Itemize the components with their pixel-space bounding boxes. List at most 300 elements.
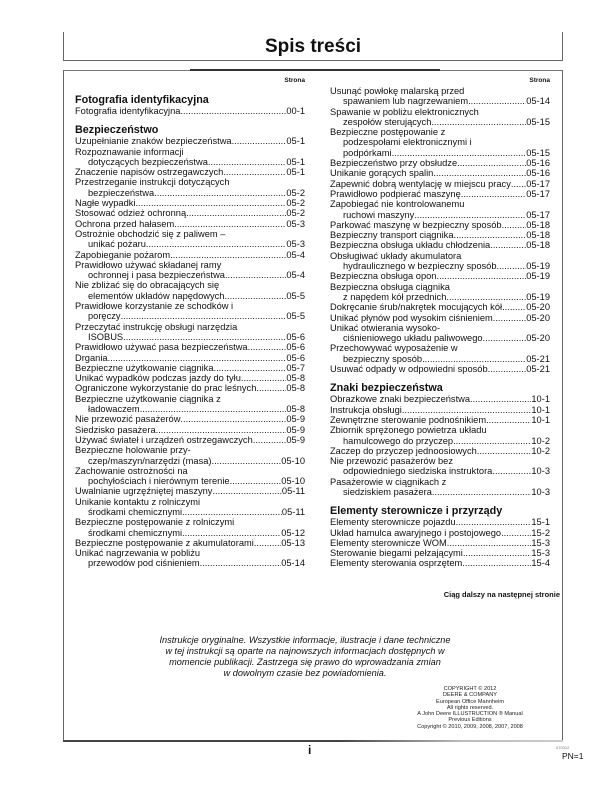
toc-entry[interactable] [330, 240, 550, 250]
toc-entry-page: 05-15 [526, 116, 550, 127]
disclaimer-line: w dowolnym czasie bez powiadomienia. [223, 668, 387, 678]
toc-entry-line [330, 282, 550, 292]
dot-leader [140, 404, 287, 414]
toc-entry[interactable] [75, 322, 305, 343]
toc-entry-line [330, 456, 550, 466]
toc-entry-line [75, 270, 305, 280]
toc-entry-text: podpórkami [343, 147, 392, 158]
dot-leader [402, 405, 532, 415]
toc-entry-page: 05-19 [526, 291, 550, 302]
disclaimer-line: w tej instrukcji są oparte na najnowszych informacjach dostępnych w [165, 646, 445, 656]
toc-entry-line [330, 333, 550, 343]
toc-entry-text: Unikać nagrzewania w pobliżu [75, 548, 201, 559]
toc-entry[interactable] [330, 558, 550, 568]
toc-entry-text: dotyczących bezpieczeństwa [88, 156, 208, 167]
toc-entry-page: 05-20 [526, 312, 550, 323]
toc-entry-line [75, 342, 305, 352]
toc-entry[interactable] [330, 199, 550, 220]
dot-leader [456, 517, 532, 527]
toc-entry-line [330, 199, 550, 209]
dot-leader [180, 106, 286, 116]
toc-entry-page: 05-5 [286, 311, 305, 322]
toc-entry-line [330, 405, 550, 415]
toc-entry[interactable] [330, 548, 550, 558]
toc-entry-text: ISOBUS [88, 331, 124, 342]
toc-entry[interactable] [330, 517, 550, 527]
toc-entry-text: Instrukcja obsługi [330, 404, 402, 415]
toc-entry[interactable] [75, 435, 305, 445]
toc-entry-text: Bezpieczne postępowanie z akumulatorami [75, 537, 254, 548]
dot-leader [502, 302, 526, 312]
toc-entry-text: Pasażerowie w ciągnikach z [330, 476, 447, 487]
toc-entry-text: Elementy sterownicze WOM [330, 537, 447, 548]
toc-entry-text: Zbiornik sprężonego powietrza układu [330, 425, 487, 436]
toc-entry-line [75, 394, 305, 404]
toc-entry-text: Przestrzeganie instrukcji dotyczących [75, 177, 230, 188]
toc-entry-line [75, 558, 305, 568]
toc-entry[interactable] [330, 313, 550, 323]
toc-entry-page: 05-7 [286, 362, 305, 373]
toc-entry[interactable] [330, 394, 550, 404]
toc-entry-text: Bezpieczeństwo przy obsłudze [330, 158, 458, 169]
toc-entry-line [75, 136, 305, 146]
toc-entry-line [75, 177, 305, 187]
toc-entry-text: Prawidłowo używać pasa bezpieczeństwa [75, 342, 248, 353]
toc-entry-page: 05-2 [286, 198, 305, 209]
toc-entry[interactable] [75, 229, 305, 250]
toc-entry-text: ruchowi maszyny [343, 209, 415, 220]
toc-entry[interactable] [75, 177, 305, 198]
toc-entry-page: 05-6 [286, 342, 305, 353]
toc-entry-text: Rozpoznawanie informacji [75, 146, 184, 157]
dot-leader [488, 364, 527, 374]
dot-leader [154, 188, 286, 198]
toc-entry-text: Sterowanie biegami pełzającymi [330, 548, 463, 559]
toc-entry-text: Prawidłowe korzystanie ze schodków i [75, 301, 234, 312]
toc-entry-text: ochronnej i pasa bezpieczeństwa [88, 270, 225, 281]
toc-entry[interactable] [75, 445, 305, 466]
toc-entry-text: z napędem kół przednich [343, 291, 447, 302]
toc-entry-page: 05-19 [526, 271, 550, 282]
toc-entry[interactable] [75, 198, 305, 208]
toc-entry-line [330, 302, 550, 312]
dot-leader [436, 271, 526, 281]
toc-entry[interactable] [330, 230, 550, 240]
toc-entry-page: 05-17 [526, 209, 550, 220]
toc-entry-line [75, 167, 305, 177]
dot-leader [432, 487, 532, 497]
toc-entry[interactable] [75, 383, 305, 393]
toc-entry[interactable] [330, 425, 550, 446]
toc-entry[interactable] [330, 158, 550, 168]
toc-entry-line [330, 436, 550, 446]
toc-entry[interactable] [330, 189, 550, 199]
toc-entry-page: 05-11 [281, 506, 305, 517]
toc-entry-text: przewodów pod ciśnieniem [88, 558, 200, 569]
toc-entry-line [330, 292, 550, 302]
dot-leader [486, 415, 531, 425]
toc-entry-line [330, 148, 550, 158]
toc-entry-line [75, 466, 305, 476]
toc-entry-page: 05-2 [286, 208, 305, 219]
toc-entry[interactable] [75, 363, 305, 373]
toc-entry-line [75, 507, 305, 517]
dot-leader [433, 168, 526, 178]
toc-entry[interactable] [75, 280, 305, 301]
toc-entry[interactable] [75, 208, 305, 218]
copyright-line: Copyright © 2010, 2009, 2008, 2007, 2008 [417, 723, 523, 730]
dot-leader [225, 270, 286, 280]
toc-entry-text: Usuwać odpady w odpowiedni sposób [330, 364, 488, 375]
toc-entry-text: Bezpieczny transport ciągnika [330, 230, 454, 241]
toc-entry-page: 05-17 [526, 188, 550, 199]
left-column [75, 76, 305, 569]
toc-entry-page: 10-3 [531, 486, 550, 497]
toc-entry-line [330, 415, 550, 425]
toc-entry[interactable] [75, 538, 305, 548]
toc-entry[interactable] [330, 528, 550, 538]
toc-entry-page: 05-4 [286, 249, 305, 260]
toc-entry[interactable] [75, 260, 305, 281]
copyright-line: COPYRIGHT © 2012 [443, 686, 497, 692]
dot-leader [214, 363, 287, 373]
dot-leader [182, 528, 281, 538]
toc-entry-text: Zewnętrzne sterowanie podnośnikiem [330, 414, 487, 425]
toc-entry-page: 05-9 [286, 434, 305, 445]
page-column-label: Strona [284, 77, 305, 84]
dot-leader [468, 96, 526, 106]
toc-entry[interactable] [75, 414, 305, 424]
toc-entry-line [75, 383, 305, 393]
toc-entry-line [75, 476, 305, 486]
toc-entry[interactable] [330, 179, 550, 189]
toc-entry-text: Dokręcanie śrub/nakrętek mocujących kół [330, 302, 503, 313]
dot-leader [174, 219, 286, 229]
toc-entry-line [75, 311, 305, 321]
toc-entry-line [330, 364, 550, 374]
copyright-line: Previous Editions [448, 717, 492, 724]
toc-entry-line [75, 280, 305, 290]
toc-entry-text: Nagłe wypadki [75, 198, 136, 209]
toc-entry-line [330, 528, 550, 538]
toc-entry[interactable] [75, 497, 305, 518]
toc-entry-text: Elementy sterowania osprzętem [330, 558, 463, 569]
toc-entry-line [75, 517, 305, 527]
toc-entry[interactable] [75, 301, 305, 322]
toc-entry-line [330, 466, 550, 476]
dot-leader [497, 261, 527, 271]
page-title: Spis treści [264, 36, 362, 57]
toc-entry[interactable] [75, 548, 305, 569]
toc-entry-line [330, 271, 550, 281]
toc-entry[interactable] [330, 86, 550, 107]
toc-entry-text: Zapewnić dobrą wentylację w miejscu pracy [330, 178, 511, 189]
toc-section [75, 94, 305, 116]
toc-entry-text: Unikać płynów pod wysokim ciśnieniem [330, 312, 493, 323]
toc-entry-line [75, 548, 305, 558]
toc-entry-line [75, 239, 305, 249]
toc-entry-line [75, 528, 305, 538]
dot-leader [501, 528, 531, 538]
toc-entry[interactable] [75, 394, 305, 415]
dot-leader [490, 240, 526, 250]
toc-entry[interactable] [330, 107, 550, 128]
section-heading: Fotografia identyfikacyjna [75, 94, 209, 106]
toc-entry[interactable] [75, 106, 305, 116]
toc-entry-page: 15-1 [531, 517, 550, 528]
toc-section [330, 382, 550, 497]
toc-entry-text: ładowaczem [88, 404, 140, 415]
toc-entry[interactable] [75, 147, 305, 168]
toc-entry-page: 05-18 [526, 219, 550, 230]
toc-entry-page: 05-14 [281, 558, 305, 569]
toc-entry-text: Bezpieczna obsługa układu chłodzenia [330, 240, 491, 251]
dot-leader [256, 383, 286, 393]
toc-entry-line [330, 425, 550, 435]
toc-entry-page: 10-1 [531, 394, 550, 405]
toc-entry-page: 15-3 [531, 548, 550, 559]
toc-entry-line [75, 219, 305, 229]
toc-entry-page: 05-12 [281, 527, 305, 538]
toc-entry-page: 05-16 [526, 168, 550, 179]
toc-entry-line [330, 230, 550, 240]
dot-leader [170, 250, 286, 260]
toc-entry-page: 05-10 [281, 455, 305, 466]
toc-entry-line [75, 147, 305, 157]
toc-entry-text: Usunąć powłokę malarską przed [330, 86, 465, 96]
toc-entry-page: 05-21 [526, 364, 550, 375]
toc-entry-page: 05-16 [526, 158, 550, 169]
footer-divider [63, 740, 563, 742]
toc-entry-page: 05-6 [286, 352, 305, 363]
toc-entry-page: 05-3 [286, 218, 305, 229]
toc-entry-text: siedziskiem pasażera [343, 486, 432, 497]
section-heading: Elementy sterownicze i przyrządy [330, 505, 503, 518]
toc-entry-text: Zapobiegać nie kontrolowanemu [330, 199, 465, 210]
toc-entry-page: 05-3 [286, 239, 305, 250]
toc-entry-line [330, 127, 550, 137]
toc-entry-text: Spawanie w pobliżu elektronicznych [330, 106, 479, 117]
toc-entry-text: hydraulicznego w bezpieczny sposób [343, 261, 497, 272]
toc-entry-page: 15-4 [531, 558, 550, 569]
toc-entry[interactable] [75, 486, 305, 496]
toc-entry-text: Bezpieczne użytkowanie ciągnika z [75, 393, 221, 404]
dot-leader [135, 198, 286, 208]
dot-leader [248, 342, 287, 352]
toc-entry-page: 05-19 [526, 261, 550, 272]
toc-section [330, 86, 550, 374]
toc-entry-line [330, 220, 550, 230]
dot-leader [200, 558, 282, 568]
divider [190, 69, 440, 71]
pn-label: PN=1 [562, 751, 584, 761]
toc-entry-page: 05-9 [286, 424, 305, 435]
toc-entry[interactable] [330, 251, 550, 272]
toc-entry-line [330, 251, 550, 261]
toc-entry-text: Uzupełnianie znaków bezpieczeństwa [75, 136, 232, 147]
toc-entry-text: czep/maszyn/narzędzi (masa) [88, 455, 212, 466]
toc-entry-line [75, 497, 305, 507]
dot-leader [253, 435, 287, 445]
toc-entry-line [330, 117, 550, 127]
copyright-block [380, 686, 560, 730]
toc-entry-line [75, 486, 305, 496]
toc-entry[interactable] [75, 425, 305, 435]
dot-leader [224, 291, 286, 301]
toc-entry-page: 00-1 [286, 106, 305, 116]
toc-entry-text: Fotografia identyfikacyjna [75, 106, 181, 116]
toc-entry-line [75, 435, 305, 445]
dot-leader [223, 167, 286, 177]
toc-entry-line [330, 477, 550, 487]
toc-entry-text: pochyłościach i nierównym terenie [88, 476, 230, 487]
toc-entry-page: 05-5 [286, 290, 305, 301]
toc-entry-line [75, 373, 305, 383]
toc-entry-line [75, 198, 305, 208]
toc-entry-text: Ochrona przed hałasem [75, 218, 175, 229]
dot-leader [123, 332, 286, 342]
page-number: i [308, 743, 312, 757]
dot-leader [146, 239, 287, 249]
dot-leader [502, 220, 527, 230]
toc-entry[interactable] [330, 323, 550, 344]
toc-entry[interactable] [75, 373, 305, 383]
toc-entry-text: Nie przewozić pasażerów [75, 414, 181, 425]
toc-entry-page: 05-1 [286, 156, 305, 167]
toc-entry[interactable] [75, 219, 305, 229]
dot-leader [212, 486, 281, 496]
copyright-line: DEERE & COMPANY [443, 692, 497, 699]
doc-code: 070312 [556, 745, 570, 750]
toc-entry-line [75, 456, 305, 466]
toc-entry-line [330, 538, 550, 548]
dot-leader [463, 548, 532, 558]
toc-entry[interactable] [330, 446, 550, 456]
toc-entry[interactable] [75, 136, 305, 146]
toc-entry-text: Bezpieczne postępowanie z [330, 127, 446, 138]
dot-leader [121, 311, 287, 321]
dot-leader [422, 354, 526, 364]
toc-entry-line [330, 107, 550, 117]
toc-entry-page: 05-1 [286, 136, 305, 147]
toc-entry[interactable] [330, 364, 550, 374]
toc-entry-text: Siedzisko pasażera [75, 424, 156, 435]
copyright-line: A John Deere ILLUSTRUCTION ® Manual [417, 711, 523, 718]
toc-entry-page: 10-1 [531, 404, 550, 415]
toc-entry[interactable] [330, 220, 550, 230]
toc-entry-text: Prawidłowo podpierać maszynę [330, 188, 461, 199]
toc-entry-text: Unikanie kontaktu z rolniczymi [75, 496, 201, 507]
toc-entry-text: Nie zbliżać się do obracających się [75, 280, 220, 291]
toc-entry-line [330, 323, 550, 333]
toc-entry[interactable] [75, 517, 305, 538]
title-box [63, 32, 563, 61]
dot-leader [254, 538, 281, 548]
toc-entry-page: 05-6 [286, 331, 305, 342]
dot-leader [483, 333, 527, 343]
toc-entry[interactable] [330, 405, 550, 415]
toc-entry-line [75, 157, 305, 167]
toc-entry-text: środkami chemicznymi [88, 527, 183, 538]
toc-entry[interactable] [75, 353, 305, 363]
toc-entry[interactable] [330, 127, 550, 158]
toc-entry[interactable] [75, 342, 305, 352]
toc-entry-line [330, 354, 550, 364]
dot-leader [186, 208, 286, 218]
toc-entry-page: 10-3 [531, 466, 550, 477]
toc-entry-text: Zachowanie ostrożności na [75, 465, 188, 476]
toc-entry-page: 05-11 [281, 486, 305, 497]
toc-section [330, 505, 550, 568]
dot-leader [447, 538, 532, 548]
toc-entry-text: Drgania [75, 352, 108, 363]
dot-leader [470, 394, 531, 404]
dot-leader [492, 466, 531, 476]
toc-entry[interactable] [330, 477, 550, 498]
toc-entry-text: odpowiedniego siedziska instruktora [343, 466, 493, 477]
toc-entry-text: elementów układów napędowych [88, 290, 225, 301]
toc-entry-line [75, 425, 305, 435]
dot-leader [477, 446, 532, 456]
toc-entry-text: Używać świateł i urządzeń ostrzegawczych [75, 434, 253, 445]
toc-entry-page: 05-20 [526, 333, 550, 344]
toc-entry[interactable] [330, 343, 550, 364]
dot-leader [156, 425, 287, 435]
toc-entry-line [75, 229, 305, 239]
toc-entry-line [75, 106, 305, 116]
toc-entry-line [75, 188, 305, 198]
toc-entry-line [75, 363, 305, 373]
toc-entry-text: hamulcowego do przyczep [343, 435, 454, 446]
toc-entry-text: Bezpieczne postępowanie z rolniczymi [75, 517, 235, 528]
toc-entry[interactable] [330, 456, 550, 477]
toc-entry-line [75, 353, 305, 363]
toc-entry-page: 05-2 [286, 187, 305, 198]
toc-entry-line [330, 86, 550, 96]
toc-entry[interactable] [330, 271, 550, 281]
toc-entry[interactable] [75, 466, 305, 487]
toc-entry-line [330, 158, 550, 168]
toc-entry-line [330, 313, 550, 323]
dot-leader [180, 414, 286, 424]
toc-entry-page: 10-2 [531, 435, 550, 446]
toc-section [75, 124, 305, 568]
toc-entry[interactable] [330, 302, 550, 312]
disclaimer-line: momencie publikacji. Zastrzega się prawo do wprowadzania zmian [169, 657, 441, 667]
toc-entry-text: środkami chemicznymi [88, 506, 183, 517]
toc-entry-line [330, 446, 550, 456]
toc-entry-line [75, 445, 305, 455]
toc-entry[interactable] [330, 168, 550, 178]
toc-entry-page: 05-8 [286, 383, 305, 394]
dot-leader [208, 157, 287, 167]
toc-entry[interactable] [330, 282, 550, 303]
dot-leader [232, 136, 287, 146]
toc-entry[interactable] [75, 250, 305, 260]
toc-entry-page: 05-15 [526, 147, 550, 158]
toc-entry-line [330, 343, 550, 353]
toc-entry-line [330, 548, 550, 558]
toc-entry[interactable] [330, 538, 550, 548]
toc-entry[interactable] [75, 167, 305, 177]
dot-leader [182, 507, 282, 517]
toc-entry-text: Bezpieczne holowanie przy- [75, 445, 191, 456]
toc-entry-line [330, 261, 550, 271]
toc-entry[interactable] [330, 415, 550, 425]
dot-leader [392, 148, 527, 158]
toc-entry-line [330, 210, 550, 220]
page-column-label: Strona [529, 77, 550, 84]
